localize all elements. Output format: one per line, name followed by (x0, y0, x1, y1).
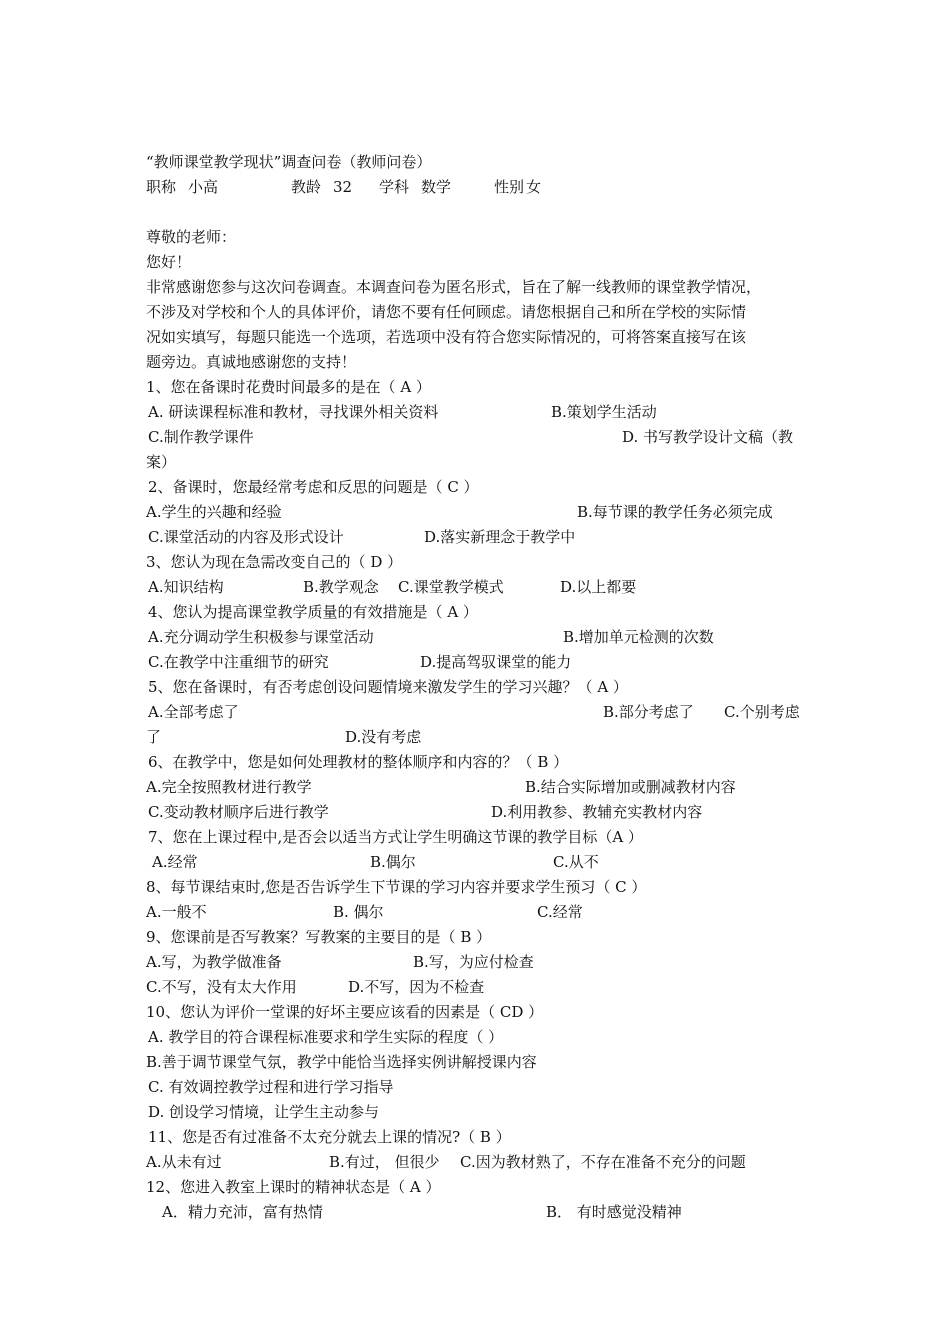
q6-option-a: A.完全按照教材进行教学 (146, 778, 312, 796)
hello: 您好！ (146, 253, 192, 271)
intro-line: 非常感谢您参与这次问卷调查。本调查问卷为匿名形式，旨在了解一线教师的课堂教学情况， (146, 278, 762, 296)
question-12: 12、您进入教室上课时的精神状态是（ A ） (146, 1178, 441, 1196)
q9-option-d: D.不写，因为不检查 (348, 978, 485, 996)
survey-title: “教师课堂教学现状”调查问卷（教师问卷） (146, 153, 432, 171)
question-5: 5、您在备课时，有否考虑创设问题情境来激发学生的学习兴趣？（ A ） (148, 678, 628, 696)
q5-option-c-wrap: 了 (146, 728, 162, 746)
q7-option-a: A.经常 (152, 853, 198, 871)
question-9: 9、您课前是否写教案？写教案的主要目的是（ B ） (146, 928, 492, 946)
q6-option-b: B.结合实际增加或删减教材内容 (525, 778, 736, 796)
q2-option-c: C.课堂活动的内容及形式设计 (148, 528, 344, 546)
question-8: 8、每节课结束时,您是否告诉学生下节课的学习内容并要求学生预习（ C ） (146, 878, 647, 896)
q2-option-d: D.落实新理念于教学中 (424, 528, 576, 546)
q8-option-b: B. 偶尔 (333, 903, 384, 921)
question-11: 11、您是否有过准备不太充分就去上课的情况?（ B ） (148, 1128, 511, 1146)
q3-option-a: A.知识结构 (148, 578, 224, 596)
q7-option-b: B.偶尔 (370, 853, 416, 871)
q8-option-a: A.一般不 (146, 903, 207, 921)
q10-option-c: C. 有效调控教学过程和进行学习指导 (148, 1078, 394, 1096)
q9-option-b: B.写，为应付检查 (413, 953, 534, 971)
q1-option-a: A. 研读课程标准和教材，寻找课外相关资料 (148, 403, 439, 421)
q1-option-d-wrap: 案） (146, 453, 177, 471)
q12-option-b: B． 有时感觉没精神 (546, 1203, 682, 1221)
q1-option-b: B.策划学生活动 (551, 403, 657, 421)
q12-option-a: A．精力充沛，富有热情 (162, 1203, 323, 1221)
q5-option-d: D.没有考虑 (345, 728, 422, 746)
info-subject-value: 数学 (421, 178, 452, 196)
question-3: 3、您认为现在急需改变自己的（ D ） (146, 553, 403, 571)
q10-option-b: B.善于调节课堂气氛，教学中能恰当选择实例讲解授课内容 (146, 1053, 537, 1071)
q1-option-c: C.制作教学课件 (148, 428, 254, 446)
q6-option-d: D.利用教参、教辅充实教材内容 (491, 803, 703, 821)
q11-option-c: C.因为教材熟了，不存在准备不充分的问题 (460, 1153, 746, 1171)
q5-option-c: C.个别考虑 (724, 703, 800, 721)
q5-option-a: A.全部考虑了 (148, 703, 239, 721)
q4-option-c: C.在教学中注重细节的研究 (148, 653, 329, 671)
info-years-value: 32 (333, 178, 353, 196)
q11-option-a: A.从未有过 (146, 1153, 222, 1171)
q6-option-c: C.变动教材顺序后进行教学 (148, 803, 329, 821)
info-years-label: 教龄 (291, 178, 322, 196)
q11-option-b: B.有过， 但很少 (329, 1153, 440, 1171)
intro-line: 不涉及对学校和个人的具体评价，请您不要有任何顾虑。请您根据自己和所在学校的实际情 (146, 303, 747, 321)
q3-option-d: D.以上都要 (560, 578, 637, 596)
q9-option-a: A.写，为教学做准备 (146, 953, 282, 971)
question-6: 6、在教学中，您是如何处理教材的整体顺序和内容的？（ B ） (148, 753, 569, 771)
question-7: 7、您在上课过程中,是否会以适当方式让学生明确这节课的教学目标（A ） (148, 828, 643, 846)
q8-option-c: C.经常 (537, 903, 583, 921)
q3-option-c: C.课堂教学模式 (398, 578, 504, 596)
question-1: 1、您在备课时花费时间最多的是在（ A ） (146, 378, 431, 396)
q4-option-a: A.充分调动学生积极参与课堂活动 (148, 628, 374, 646)
q9-option-c: C.不写，没有太大作用 (146, 978, 297, 996)
info-gender-value: 女 (526, 178, 542, 196)
q10-option-d: D. 创设学习情境，让学生主动参与 (148, 1103, 380, 1121)
info-gender-label: 性别 (494, 178, 525, 196)
q7-option-c: C.从不 (553, 853, 599, 871)
question-4: 4、您认为提高课堂教学质量的有效措施是（ A ） (148, 603, 478, 621)
q4-option-b: B.增加单元检测的次数 (563, 628, 714, 646)
intro-line: 题旁边。真诚地感谢您的支持！ (146, 353, 357, 371)
q4-option-d: D.提高驾驭课堂的能力 (420, 653, 572, 671)
q5-option-b: B.部分考虑了 (603, 703, 694, 721)
q3-option-b: B.教学观念 (303, 578, 379, 596)
greeting: 尊敬的老师： (146, 228, 237, 246)
q2-option-b: B.每节课的教学任务必须完成 (577, 503, 773, 521)
question-10: 10、您认为评价一堂课的好坏主要应该看的因素是（ CD ） (146, 1003, 544, 1021)
q1-option-d: D. 书写教学设计文稿（教 (622, 428, 794, 446)
q10-option-a: A. 教学目的符合课程标准要求和学生实际的程度（ ） (148, 1028, 504, 1046)
info-title-value: 小高 (188, 178, 219, 196)
info-title-label: 职称 (146, 178, 177, 196)
info-subject-label: 学科 (379, 178, 410, 196)
question-2: 2、备课时，您最经常考虑和反思的问题是（ C ） (148, 478, 479, 496)
intro-line: 况如实填写，每题只能选一个选项，若选项中没有符合您实际情况的，可将答案直接写在该 (146, 328, 747, 346)
q2-option-a: A.学生的兴趣和经验 (146, 503, 282, 521)
